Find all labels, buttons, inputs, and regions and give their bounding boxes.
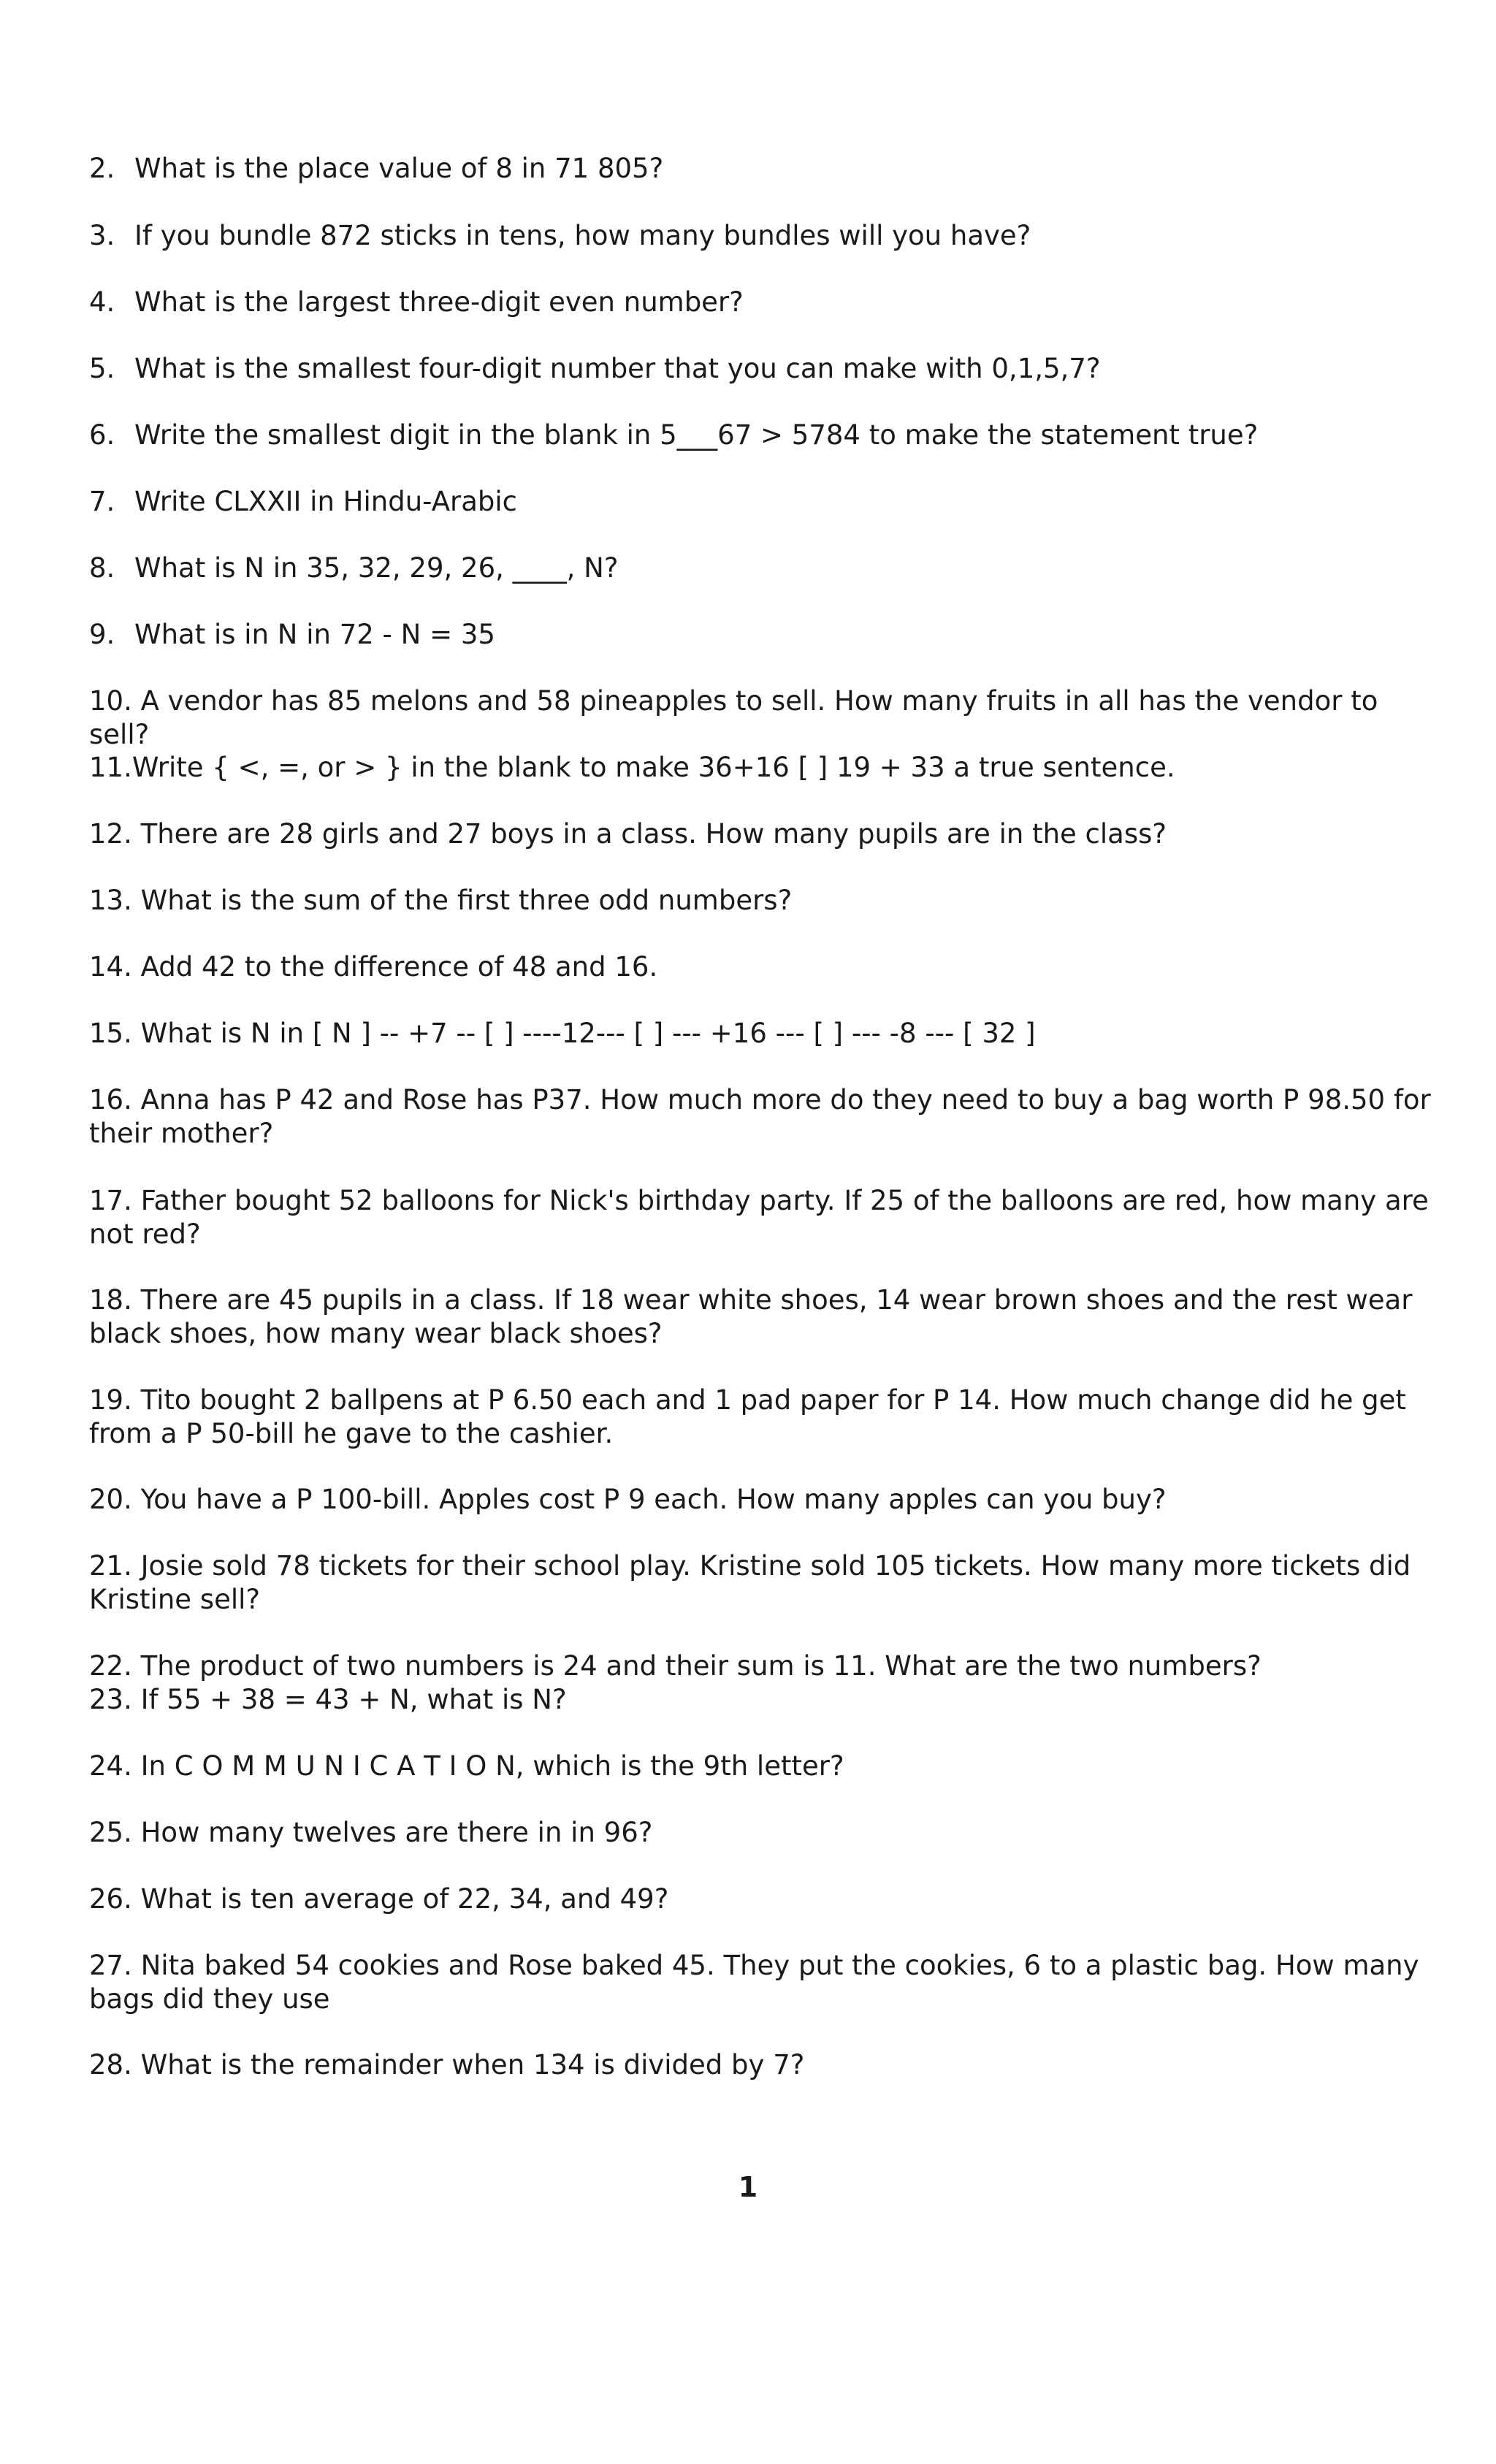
page-number: 1 [738,2171,758,2203]
question-text: Anna has P 42 and Rose has P37. How much more do they need to buy a bag worth P 98.50 for their mother? [89,1084,1440,1149]
question-text: In C O M M U N I C A T I O N, which is the 9th letter? [140,1750,844,1782]
question-text: You have a P 100-bill. Apples cost P 9 each. How many apples can you buy? [140,1484,1167,1515]
question-number: 2. [89,153,115,184]
question-number: 10. [89,685,132,717]
question-number: 3. [89,220,115,251]
question-text: The product of two numbers is 24 and their sum is 11. What are the two numbers? [140,1650,1262,1682]
question-text: What is ten average of 22, 34, and 49? [140,1883,669,1915]
question-text: What is the sum of the first three odd numbers? [140,885,793,916]
question-number: 15. [89,1018,132,1049]
question-number: 16. [89,1084,132,1115]
question-number: 8. [89,552,115,584]
question-text: Father bought 52 balloons for Nick's birthday party. If 25 of the balloons are red, how many are not red? [89,1185,1438,1250]
question-number: 24. [89,1750,132,1782]
question-text: A vendor has 85 melons and 58 pineapples to sell. How many fruits in all has the vendor to sell? [89,685,1387,750]
question-22 [89,1649,1433,1683]
question-24 [89,1750,1433,1783]
question-12 [89,817,1433,851]
question-15 [89,1017,1433,1050]
question-number: 20. [89,1484,132,1515]
question-16 [89,1083,1440,1151]
question-10 [89,684,1433,752]
question-number: 18. [89,1284,132,1316]
question-number: 7. [89,486,115,517]
question-18 [89,1284,1433,1351]
question-number: 21. [89,1550,132,1582]
question-6 [89,419,1433,452]
question-2 [89,152,1433,186]
question-text: What is the largest three-digit even number? [134,286,744,318]
question-number: 4. [89,286,115,318]
question-13 [89,884,1433,918]
question-7 [89,485,1433,519]
question-17 [89,1184,1438,1251]
question-text: How many twelves are there in in 96? [140,1817,653,1848]
question-text: Write the smallest digit in the blank in 5___67 > 5784 to make the statement true? [134,419,1259,451]
question-14 [89,950,1433,984]
question-number: 6. [89,419,115,451]
question-4 [89,286,1433,319]
question-28 [89,2048,1433,2082]
question-number: 28. [89,2049,132,2080]
question-19 [89,1384,1433,1451]
question-8 [89,552,1433,585]
question-number: 19. [89,1384,132,1416]
question-text: There are 45 pupils in a class. If 18 wear white shoes, 14 wear brown shoes and the rest wear black shoes, how many wear black shoes? [89,1284,1421,1349]
question-text: What is the place value of 8 in 71 805? [134,153,664,184]
question-text: What is in N in 72 - N = 35 [134,619,495,650]
question-text: What is N in [ N ] -- +7 -- [ ] ----12--- [ ] --- +16 --- [ ] --- -8 --- [ 32 ] [140,1018,1036,1049]
question-number: 13. [89,885,132,916]
question-number: 14. [89,951,132,983]
question-number: 22. [89,1650,132,1682]
question-text: Write CLXXII in Hindu-Arabic [134,486,517,517]
question-3 [89,219,1433,253]
question-number: 9. [89,619,115,650]
question-number: 27. [89,1950,132,1981]
question-20 [89,1483,1433,1517]
question-text: Write { <, =, or > } in the blank to make 36+16 [ ] 19 + 33 a true sentence. [131,752,1175,783]
question-26 [89,1883,1433,1916]
question-text: If 55 + 38 = 43 + N, what is N? [140,1684,567,1715]
question-text: If you bundle 872 sticks in tens, how many bundles will you have? [134,220,1031,251]
question-21 [89,1549,1433,1617]
question-number: 25. [89,1817,132,1848]
question-23 [89,1683,1433,1717]
question-number: 17. [89,1185,132,1216]
question-27 [89,1949,1433,2016]
question-number: 12. [89,818,132,850]
question-text: What is the smallest four-digit number that you can make with 0,1,5,7? [134,353,1101,384]
question-text: What is N in 35, 32, 29, 26, ____, N? [134,552,619,584]
question-text: Josie sold 78 tickets for their school play. Kristine sold 105 tickets. How many more tickets did Kristine sell? [89,1550,1420,1615]
question-11 [89,751,1433,785]
question-25 [89,1816,1433,1850]
question-number: 5. [89,353,115,384]
question-9 [89,618,1433,652]
question-text: Tito bought 2 ballpens at P 6.50 each and 1 pad paper for P 14. How much change did he get from a P 50-bill he gave to the cashier. [89,1384,1415,1449]
question-text: There are 28 girls and 27 boys in a class. How many pupils are in the class? [140,818,1167,850]
question-number: 11. [89,752,132,783]
question-5 [89,352,1433,386]
question-number: 23. [89,1684,132,1715]
question-text: Add 42 to the difference of 48 and 16. [140,951,658,983]
question-text: Nita baked 54 cookies and Rose baked 45. They put the cookies, 6 to a plastic bag. How many bags did they use [89,1950,1428,2015]
question-number: 26. [89,1883,132,1915]
question-text: What is the remainder when 134 is divided by 7? [140,2049,805,2080]
